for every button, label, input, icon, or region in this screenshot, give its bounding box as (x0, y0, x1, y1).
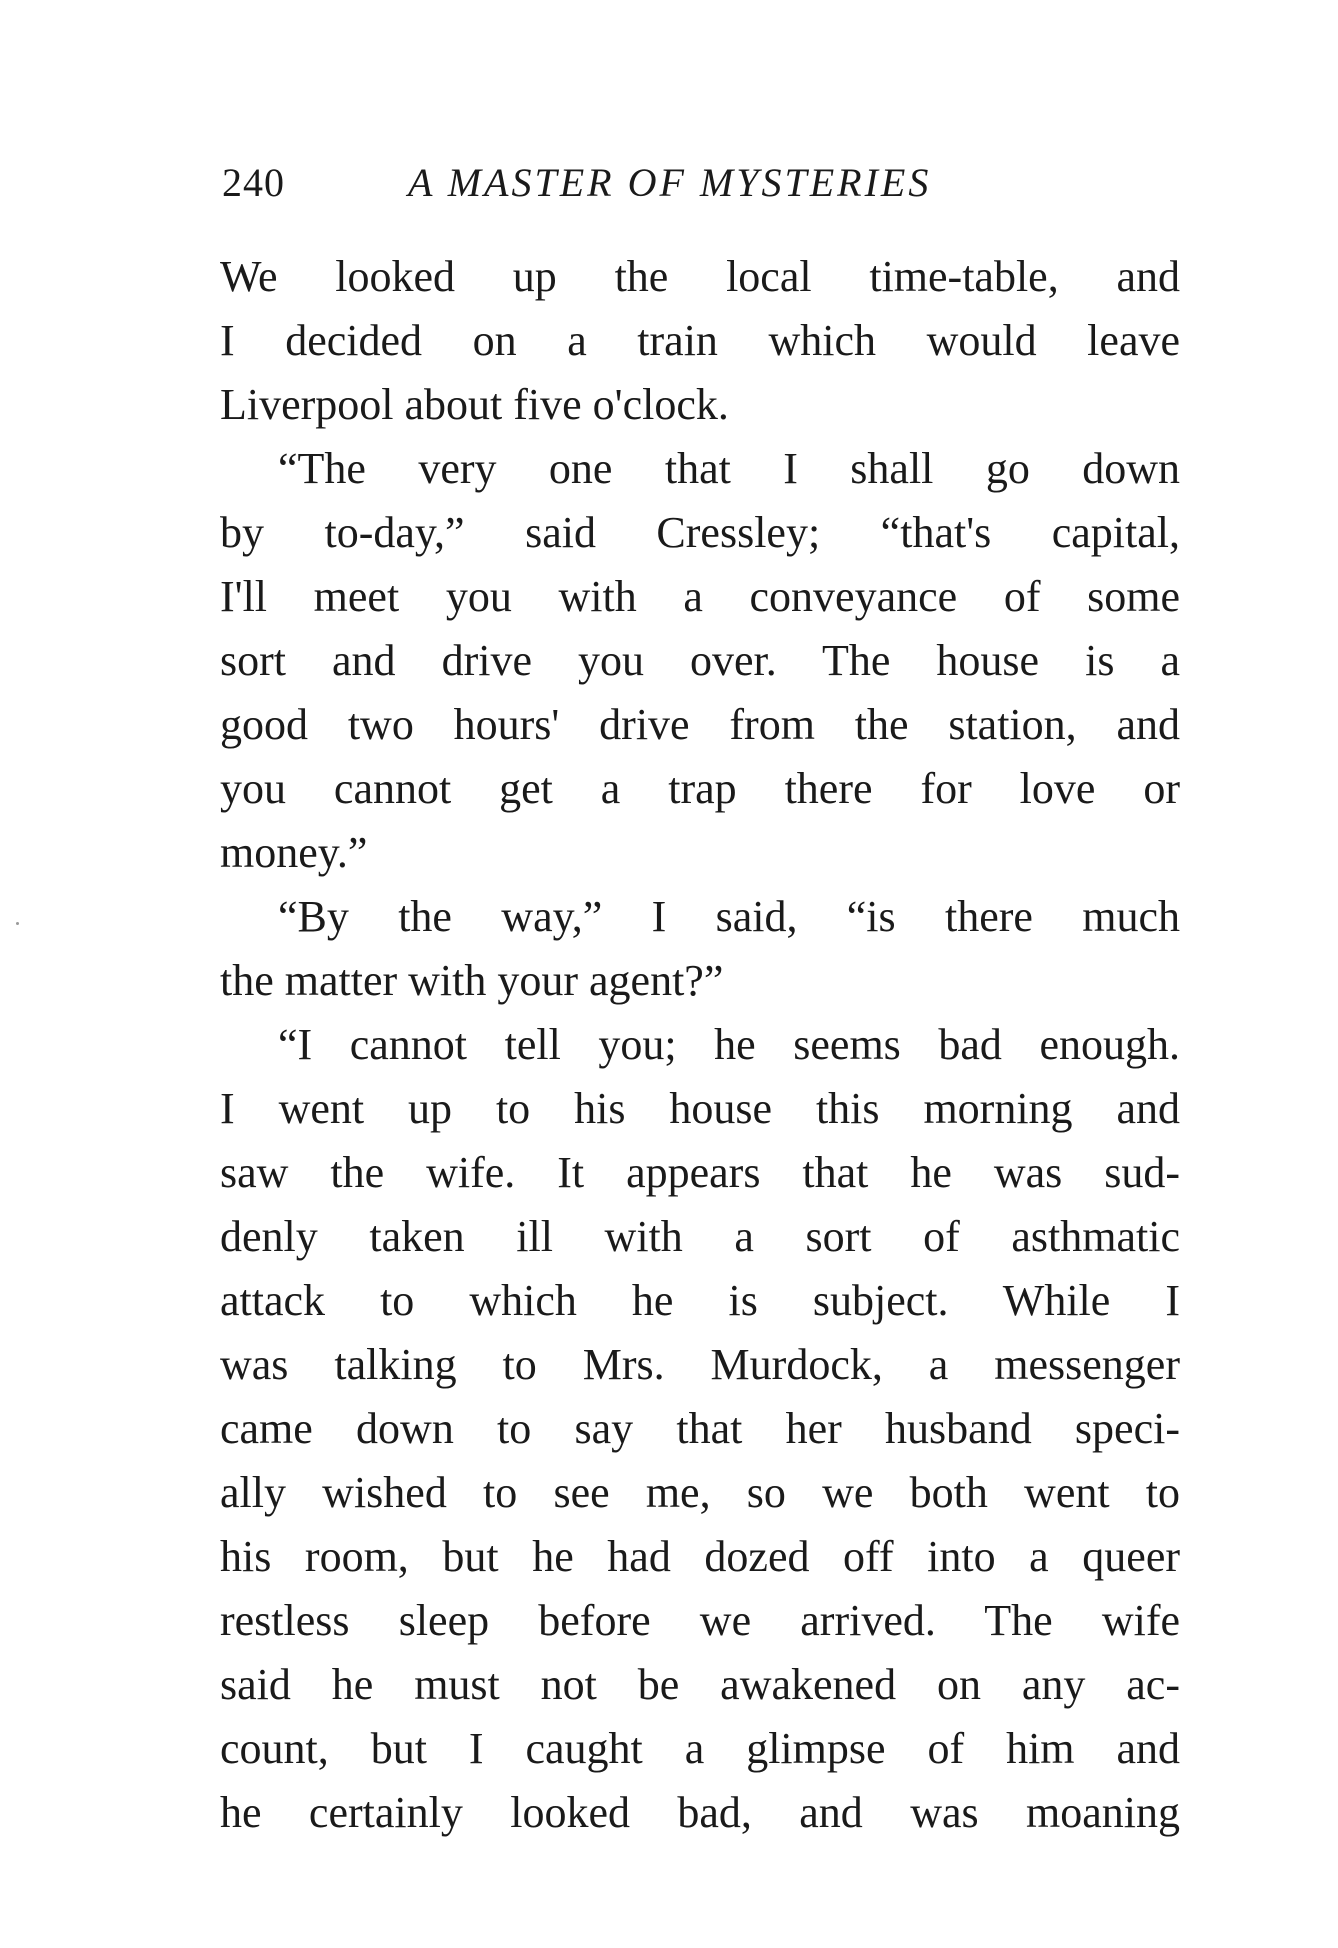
text-line: by to-day,” said Cressley; “that's capital, (220, 508, 1180, 557)
text-line: said he must not be awakened on any ac- (220, 1660, 1180, 1709)
page-number: 240 (222, 160, 285, 205)
text-line: money.” (220, 828, 368, 877)
text-line: I decided on a train which would leave (220, 316, 1180, 365)
text-line: count, but I caught a glimpse of him and (220, 1724, 1180, 1773)
text-line: you cannot get a trap there for love or (220, 764, 1180, 813)
text-line: sort and drive you over. The house is a (220, 636, 1180, 685)
text-line: “By the way,” I said, “is there much (278, 892, 1180, 941)
text-line: his room, but he had dozed off into a queer (220, 1532, 1180, 1581)
text-line: good two hours' drive from the station, and (220, 700, 1180, 749)
text-line: attack to which he is subject. While I (220, 1276, 1180, 1325)
text-line: saw the wife. It appears that he was sud- (220, 1148, 1180, 1197)
text-line: “I cannot tell you; he seems bad enough. (278, 1020, 1180, 1069)
text-line: Liverpool about five o'clock. (220, 380, 729, 429)
text-line: was talking to Mrs. Murdock, a messenger (220, 1340, 1180, 1389)
margin-speck (16, 922, 19, 925)
text-line: denly taken ill with a sort of asthmatic (220, 1212, 1180, 1261)
body-text (220, 245, 1180, 1845)
text-line: came down to say that her husband speci- (220, 1404, 1180, 1453)
text-line: I'll meet you with a conveyance of some (220, 572, 1180, 621)
text-line: he certainly looked bad, and was moaning (220, 1788, 1180, 1837)
text-line: restless sleep before we arrived. The wife (220, 1596, 1180, 1645)
text-line: We looked up the local time-table, and (220, 252, 1180, 301)
text-line: the matter with your agent?” (220, 956, 724, 1005)
text-line: ally wished to see me, so we both went to (220, 1468, 1180, 1517)
book-title: A MASTER OF MYSTERIES (408, 160, 932, 205)
text-line: I went up to his house this morning and (220, 1084, 1180, 1133)
text-line: “The very one that I shall go down (278, 444, 1180, 493)
running-head (222, 158, 1182, 208)
